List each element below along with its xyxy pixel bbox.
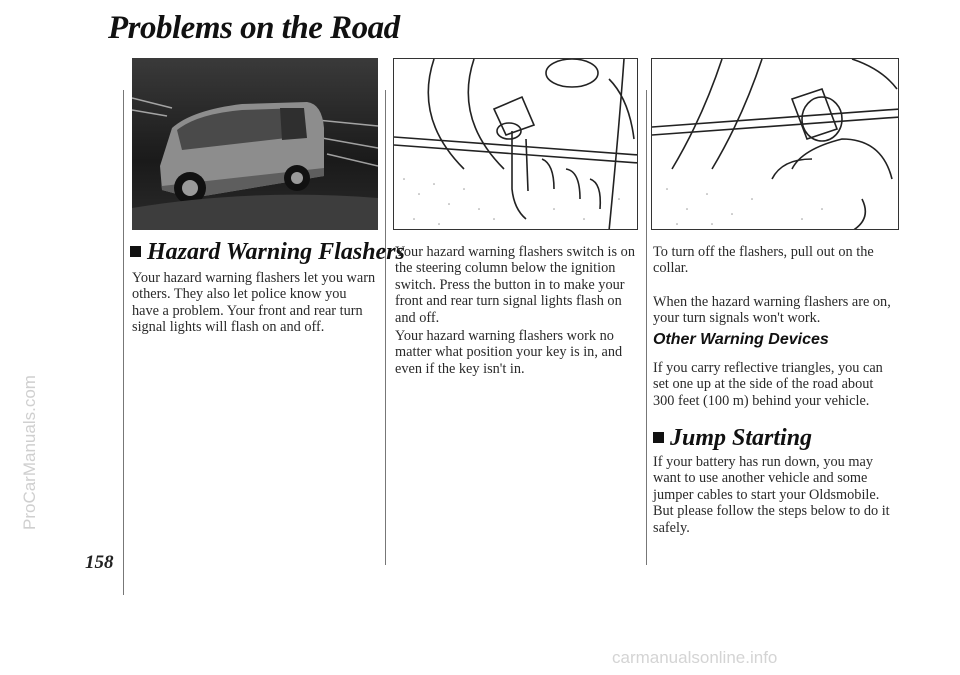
col3-paragraph-4: If your battery has run down, you may want to use another vehicle and some jumper cables to start your Oldsmobile. But please follow the steps below to do it safely. — [653, 454, 890, 536]
bottom-watermark: carmanualsonline.info — [612, 648, 778, 667]
hazard-flashers-title — [130, 239, 405, 266]
col2-paragraph-2: Your hazard warning flashers work no matter what position your key is in, and even if the key isn't in. — [395, 328, 623, 377]
van-photo — [132, 58, 378, 230]
col3-paragraph-1: To turn off the flashers, pull out on the collar. — [653, 244, 874, 277]
jump-starting-title-text: Jump Starting — [670, 425, 813, 451]
col1-paragraph: Your hazard warning flashers let you warn others. They also let police know you have a problem. Your front and rear turn signal lights will flash on and off. — [132, 270, 376, 336]
side-watermark — [18, 70, 42, 610]
square-bullet-icon — [653, 432, 664, 443]
col3-paragraph-3: If you carry reflective triangles, you can set one up at the side of the road about 300 feet (100 m) behind your vehicle. — [653, 360, 883, 409]
column-rule-middle — [385, 90, 386, 565]
column-rule-right — [646, 90, 647, 565]
illustration-press-button — [393, 58, 638, 230]
square-bullet-icon — [130, 246, 141, 257]
page-number: 158 — [85, 552, 114, 573]
other-warning-devices-title: Other Warning Devices — [653, 331, 829, 348]
col2-paragraph-1: Your hazard warning flashers switch is on the steering column below the ignition switch. Press the button in to make your front and rear turn signal lights flash on and off. — [395, 244, 635, 326]
page-header: Problems on the Road — [108, 10, 400, 46]
hazard-flashers-title-text: Hazard Warning Flashers — [147, 239, 405, 265]
col3-paragraph-2: When the hazard warning flashers are on, your turn signals won't work. — [653, 294, 891, 327]
illustration-pull-collar — [651, 58, 899, 230]
column-rule-left — [123, 90, 124, 595]
side-watermark-text: ProCarManuals.com — [20, 375, 39, 530]
jump-starting-title — [653, 425, 812, 452]
